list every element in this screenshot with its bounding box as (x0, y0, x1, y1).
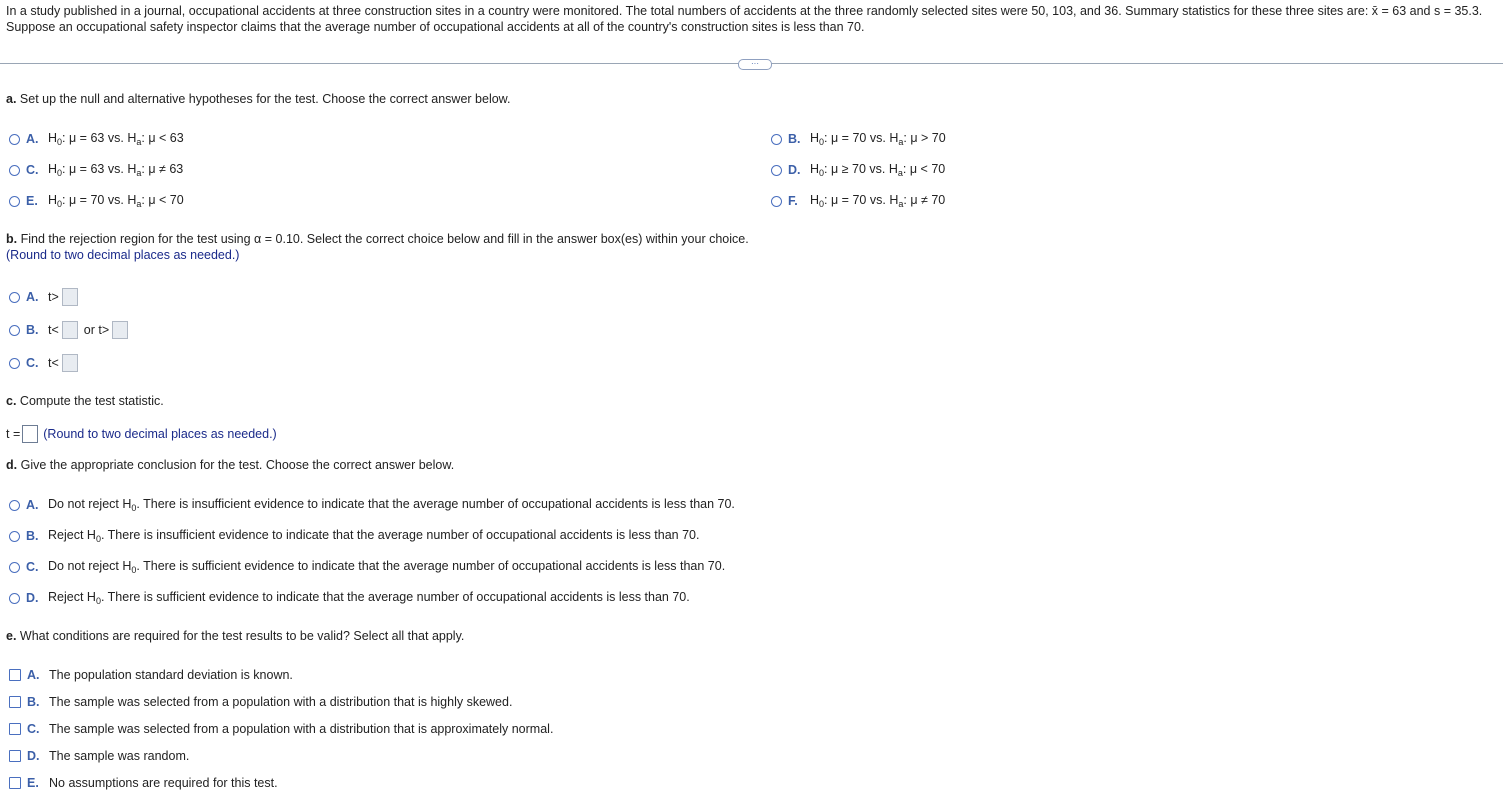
radio-button[interactable] (771, 165, 782, 176)
part-e-option-a[interactable]: A. The population standard deviation is known. (9, 668, 293, 682)
part-d-option-a[interactable]: A. Do not reject $H_0$. There is insufficient evidence to indicate that the average number of occupational accidents is less than 70. (9, 497, 735, 513)
part-c-answer-row: t = (Round to two decimal places as needed.) (6, 427, 277, 441)
part-d-option-c[interactable]: C. Do not reject $H_0$. There is sufficient evidence to indicate that the average number of occupational accidents is less than 70. (9, 559, 725, 575)
answer-box[interactable] (62, 354, 78, 372)
answer-box[interactable] (112, 321, 128, 339)
checkbox[interactable] (9, 669, 21, 681)
part-a-option-a[interactable]: A. $H_0$: μ = 63 vs. $H_a$: μ < 63 (9, 131, 184, 147)
part-b-prompt: b. Find the rejection region for the test using α = 0.10. Select the correct choice below and fill in the answer box(es) within your choice. (6, 232, 749, 246)
part-e-option-c[interactable]: C. The sample was selected from a population with a distribution that is approximately normal. (9, 722, 553, 736)
checkbox[interactable] (9, 750, 21, 762)
part-a-option-b[interactable]: B. $H_0$: μ = 70 vs. $H_a$: μ > 70 (771, 131, 946, 147)
part-d-prompt: d. Give the appropriate conclusion for the test. Choose the correct answer below. (6, 458, 455, 472)
part-b-option-b[interactable]: B. t< or t> (9, 321, 128, 339)
part-a-option-f[interactable]: F. $H_0$: μ = 70 vs. $H_a$: μ ≠ 70 (771, 193, 945, 209)
radio-button[interactable] (9, 325, 20, 336)
answer-box[interactable] (62, 288, 78, 306)
part-e-prompt: e. What conditions are required for the test results to be valid? Select all that apply. (6, 629, 465, 643)
part-d-option-d[interactable]: D. Reject $H_0$. There is sufficient evidence to indicate that the average number of occupational accidents is less than 70. (9, 590, 690, 606)
radio-button[interactable] (9, 593, 20, 604)
part-b-option-c[interactable]: C. t< (9, 354, 78, 372)
part-e-option-b[interactable]: B. The sample was selected from a population with a distribution that is highly skewed. (9, 695, 512, 709)
radio-button[interactable] (9, 500, 20, 511)
radio-button[interactable] (9, 196, 20, 207)
checkbox[interactable] (9, 723, 21, 735)
part-a-option-e[interactable]: E. $H_0$: μ = 70 vs. $H_a$: μ < 70 (9, 193, 184, 209)
radio-button[interactable] (9, 292, 20, 303)
radio-button[interactable] (9, 531, 20, 542)
radio-button[interactable] (9, 358, 20, 369)
part-a-option-c[interactable]: C. $H_0$: μ = 63 vs. $H_a$: μ ≠ 63 (9, 162, 183, 178)
part-a-option-d[interactable]: D. $H_0$: μ ≥ 70 vs. $H_a$: μ < 70 (771, 162, 945, 178)
radio-button[interactable] (771, 134, 782, 145)
radio-button[interactable] (9, 562, 20, 573)
radio-button[interactable] (771, 196, 782, 207)
test-statistic-input[interactable] (22, 425, 38, 443)
part-b-hint: (Round to two decimal places as needed.) (6, 248, 240, 262)
part-c-prompt: c. Compute the test statistic. (6, 394, 164, 408)
part-b-option-a[interactable]: A. t> (9, 288, 78, 306)
part-e-option-d[interactable]: D. The sample was random. (9, 749, 189, 763)
part-e-option-e[interactable]: E. No assumptions are required for this test. (9, 776, 278, 790)
checkbox[interactable] (9, 777, 21, 789)
expand-more-button[interactable]: ··· (738, 59, 772, 70)
radio-button[interactable] (9, 134, 20, 145)
part-d-option-b[interactable]: B. Reject $H_0$. There is insufficient evidence to indicate that the average number of occupational accidents is less than 70. (9, 528, 699, 544)
question-intro: In a study published in a journal, occupational accidents at three construction sites in a country were monitored. The total numbers of accidents at the three randomly selected sites were 50, 103, and 36. Summary statistics for these three sites are: x̄ = 63 and s = 35.3. Suppose an occupational safety inspector claims that the average number of occupational accidents at all of the country's construction sites is less than 70. (6, 4, 1483, 34)
radio-button[interactable] (9, 165, 20, 176)
answer-box[interactable] (62, 321, 78, 339)
part-a-prompt: a. Set up the null and alternative hypotheses for the test. Choose the correct answer below. (6, 92, 511, 106)
checkbox[interactable] (9, 696, 21, 708)
